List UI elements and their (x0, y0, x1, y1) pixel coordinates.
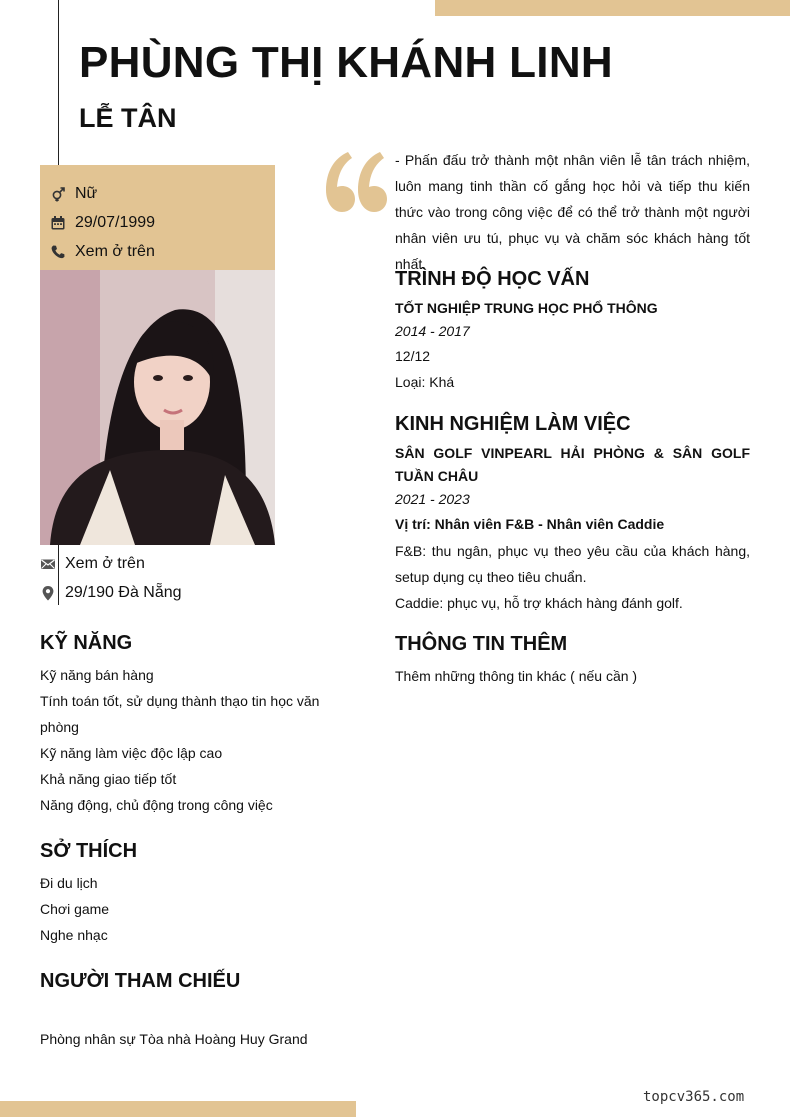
gender-row (40, 179, 275, 208)
email-value: Xem ở trên (65, 554, 145, 572)
email-icon (40, 556, 56, 572)
birthday-row (40, 208, 275, 237)
phone-row (40, 237, 275, 266)
additional-text: Thêm những thông tin khác ( nếu cần ) (395, 668, 638, 684)
hobby-item: Nghe nhạc (40, 927, 108, 943)
candidate-role: LỄ TÂN (79, 103, 177, 133)
skills-title: KỸ NĂNG (40, 632, 133, 654)
experience-company: SÂN GOLF VINPEARL HẢI PHÒNG & SÂN GOLF TUẦN CHÂU (395, 445, 750, 484)
contact-info (40, 549, 182, 607)
hobby-item: Chơi game (40, 901, 110, 917)
experience-position: Vị trí: Nhân viên F&B - Nhân viên Caddie (395, 516, 665, 532)
references-title: NGƯỜI THAM CHIẾU (40, 970, 241, 992)
personal-info-box (40, 165, 275, 270)
address-row (40, 578, 182, 607)
candidate-name: PHÙNG THỊ KHÁNH LINH (79, 38, 613, 87)
experience-block (395, 442, 750, 616)
location-icon (40, 585, 56, 601)
gender-value: Nữ (75, 184, 98, 202)
education-rank: Loại: Khá (395, 374, 455, 390)
phone-icon (50, 244, 66, 260)
skill-item: Kỹ năng bán hàng (40, 667, 154, 683)
career-objective: - Phấn đấu trở thành một nhân viên lễ tân trách nhiệm, luôn mang tinh thần cố gắng học hỏi và tiếp thu kiến thức vào trong công việc để có thể trở thành một người nhân viên ưu tú, phục vụ và chăm sóc khách hàng tốt nhất. (395, 152, 750, 272)
experience-duty: F&B: thu ngân, phục vụ theo yêu cầu của khách hàng, setup dụng cụ theo tiêu chuẩn. (395, 543, 750, 585)
references-text: Phòng nhân sự Tòa nhà Hoàng Huy Grand (40, 1031, 308, 1047)
education-period: 2014 - 2017 (395, 323, 470, 339)
experience-title: KINH NGHIỆM LÀM VIỆC (395, 413, 631, 435)
education-grade: 12/12 (395, 348, 431, 364)
experience-period: 2021 - 2023 (395, 491, 470, 507)
skill-item: Tính toán tốt, sử dụng thành thạo tin học văn phòng (40, 693, 320, 735)
footer-site: topcv365.com (643, 1089, 745, 1105)
skill-item: Năng động, chủ động trong công việc (40, 797, 273, 813)
top-accent-bar (435, 0, 790, 16)
hobbies-list (40, 870, 330, 948)
additional-title: THÔNG TIN THÊM (395, 633, 568, 655)
skill-item: Khả năng giao tiếp tốt (40, 771, 177, 787)
experience-duty: Caddie: phục vụ, hỗ trợ khách hàng đánh golf. (395, 595, 683, 611)
hobbies-title: SỞ THÍCH (40, 840, 138, 862)
birthday-value: 29/07/1999 (75, 213, 156, 231)
education-school: TỐT NGHIỆP TRUNG HỌC PHỔ THÔNG (395, 300, 658, 316)
bottom-accent-bar (0, 1101, 356, 1117)
calendar-icon (50, 215, 66, 231)
education-block (395, 297, 750, 395)
profile-photo (40, 270, 275, 545)
skills-list (40, 662, 330, 818)
hobby-item: Đi du lịch (40, 875, 98, 891)
phone-value: Xem ở trên (75, 242, 155, 260)
left-divider-line (58, 0, 59, 165)
gender-icon (50, 186, 66, 202)
skill-item: Kỹ năng làm việc độc lập cao (40, 745, 223, 761)
address-value: 29/190 Đà Nẵng (65, 583, 182, 601)
email-row (40, 549, 182, 578)
quote-icon (322, 150, 388, 216)
education-title: TRÌNH ĐỘ HỌC VẤN (395, 268, 590, 290)
